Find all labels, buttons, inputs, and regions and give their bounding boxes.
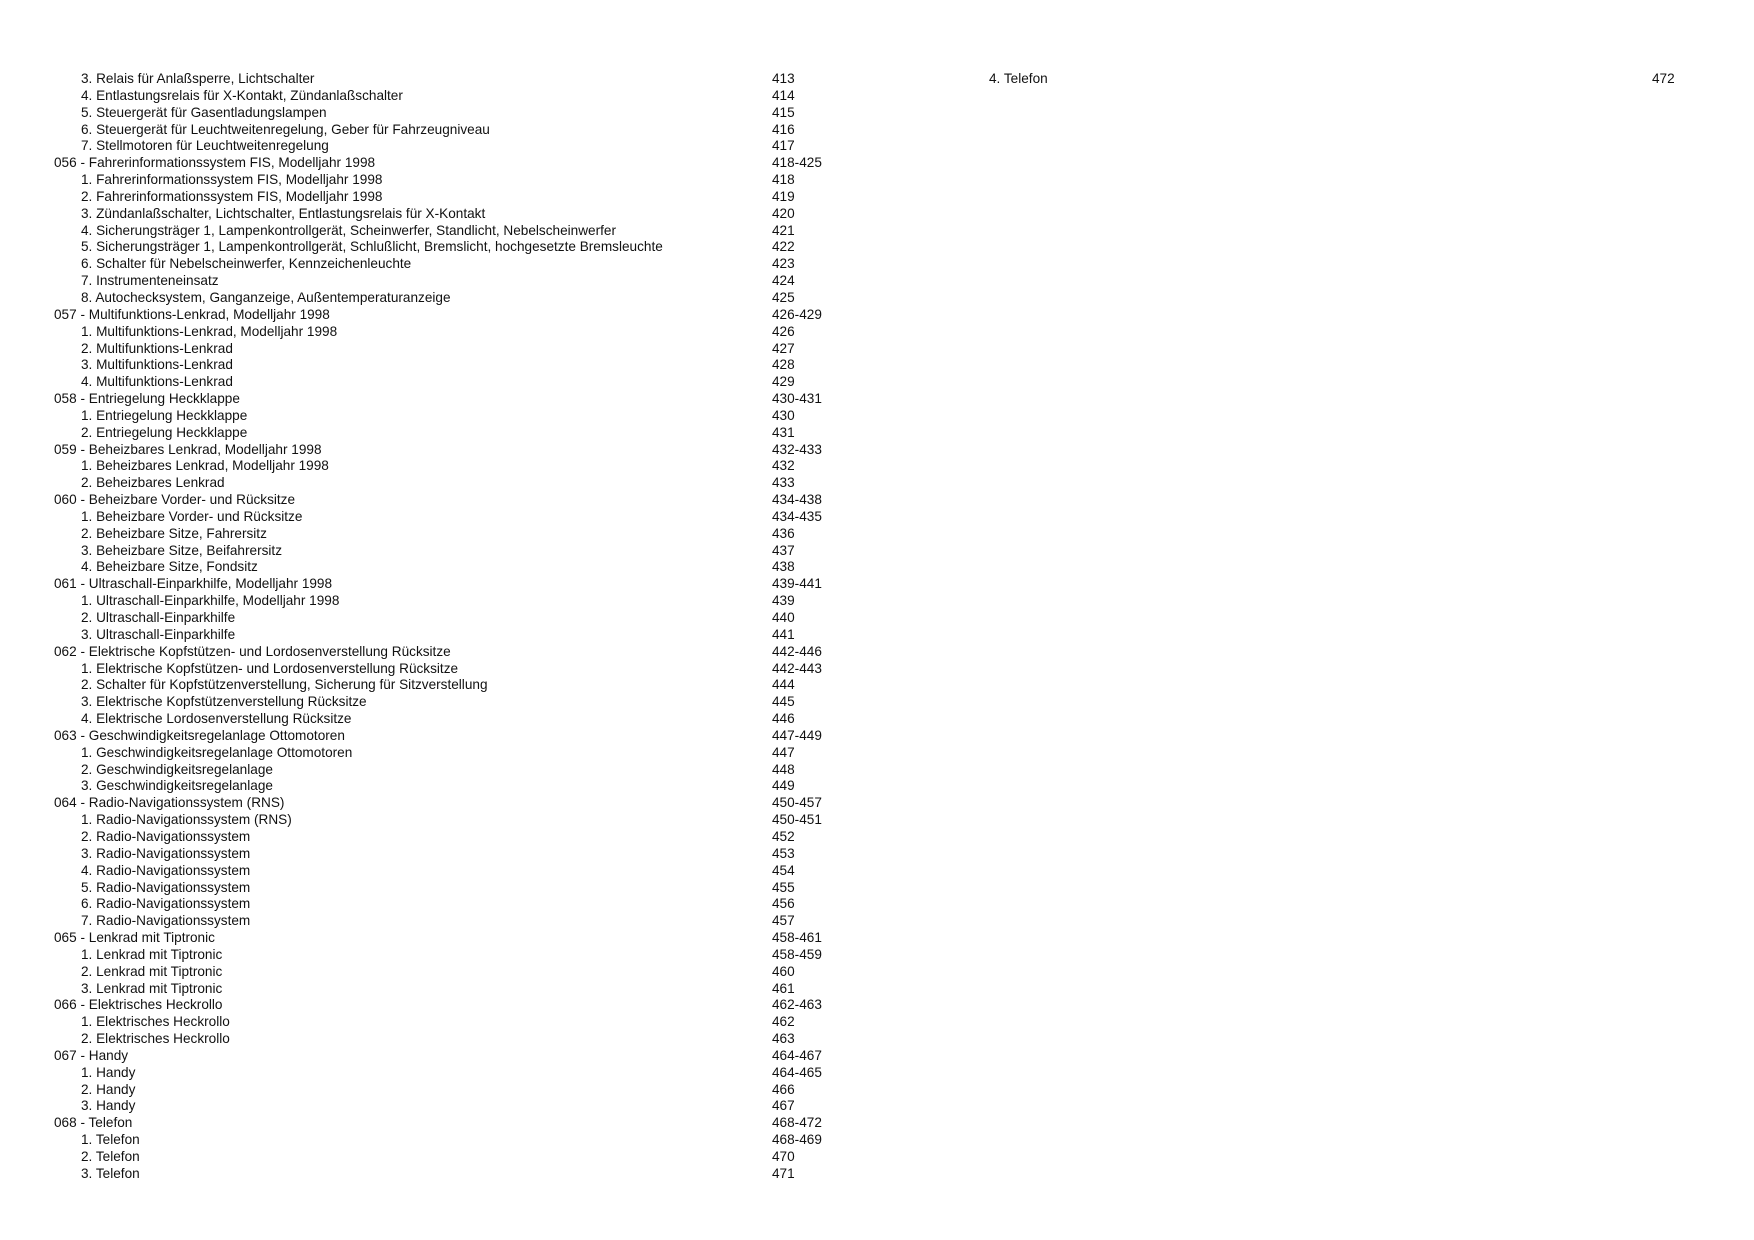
toc-entry[interactable]: [54, 711, 844, 728]
toc-entry[interactable]: [54, 812, 844, 829]
toc-entry-page: 433: [772, 475, 795, 491]
toc-entry-title: 3. Geschwindigkeitsregelanlage: [81, 778, 273, 794]
toc-entry-page: 429: [772, 374, 795, 390]
toc-entry[interactable]: [54, 475, 844, 492]
toc-entry-title: 4. Entlastungsrelais für X-Kontakt, Zündanlaßschalter: [81, 87, 403, 103]
toc-entry-title: 064 - Radio-Navigationssystem (RNS): [54, 795, 285, 811]
toc-entry[interactable]: [54, 1065, 844, 1082]
toc-entry-page: 432: [772, 458, 795, 474]
toc-entry[interactable]: [54, 122, 844, 139]
toc-entry-title: 057 - Multifunktions-Lenkrad, Modelljahr 1998: [54, 306, 330, 322]
toc-entry-page: 440: [772, 610, 795, 625]
toc-section-entry[interactable]: [54, 442, 844, 459]
toc-entry-page: 439: [772, 593, 795, 609]
toc-entry-title: 066 - Elektrisches Heckrollo: [54, 997, 223, 1013]
toc-entry[interactable]: [54, 846, 844, 863]
toc-entry[interactable]: [54, 189, 844, 206]
toc-entry-title: 4. Multifunktions-Lenkrad: [81, 374, 233, 390]
toc-entry-title: 063 - Geschwindigkeitsregelanlage Ottomotoren: [54, 727, 345, 743]
toc-entry-title: 2. Fahrerinformationssystem FIS, Modelljahr 1998: [81, 188, 383, 204]
toc-entry-title: 2. Elektrisches Heckrollo: [81, 1031, 230, 1047]
toc-entry-page: 458-459: [772, 946, 822, 962]
toc-entry-page: 437: [772, 542, 795, 558]
toc-entry-page: 425: [772, 289, 795, 305]
toc-entry-title: 3. Lenkrad mit Tiptronic: [81, 980, 223, 996]
toc-entry[interactable]: [54, 290, 844, 307]
toc-entry[interactable]: [54, 593, 844, 610]
toc-entry-title: 2. Beheizbares Lenkrad: [81, 475, 225, 491]
toc-entry-title: 1. Entriegelung Heckklappe: [81, 407, 248, 423]
toc-entry-page: 432-433: [772, 441, 822, 457]
toc-entry-title: 2. Ultraschall-Einparkhilfe: [81, 610, 236, 625]
toc-entry-title: 5. Steuergerät für Gasentladungslampen: [81, 104, 327, 120]
toc-entry-title: 2. Multifunktions-Lenkrad: [81, 340, 233, 356]
toc-entry[interactable]: [54, 239, 844, 256]
toc-entry[interactable]: [54, 1098, 844, 1115]
toc-entry-page: 426-429: [772, 306, 822, 322]
toc-entry-page: 456: [772, 896, 795, 912]
toc-entry-title: 1. Elektrische Kopfstützen- und Lordosenverstellung Rücksitze: [81, 660, 459, 676]
toc-entry-page: 454: [772, 862, 795, 878]
toc-entry-page: 439-441: [772, 576, 822, 592]
toc-entry-title: 2. Entriegelung Heckklappe: [81, 424, 248, 440]
toc-entry-title: 3. Telefon: [81, 1165, 140, 1181]
toc-entry-title: 7. Radio-Navigationssystem: [81, 913, 251, 929]
toc-entry-title: 4. Beheizbare Sitze, Fondsitz: [81, 559, 258, 575]
toc-entry-page: 442-443: [772, 660, 822, 676]
toc-entry[interactable]: [54, 947, 844, 964]
toc-entry-title: 1. Elektrisches Heckrollo: [81, 1014, 230, 1030]
toc-entry-page: 434-438: [772, 492, 822, 508]
toc-entry-page: 430-431: [772, 391, 822, 407]
toc-entry-page: 438: [772, 559, 795, 575]
toc-left-column: [54, 71, 844, 1183]
toc-entry-title: 6. Steuergerät für Leuchtweitenregelung, Geber für Fahrzeugniveau: [81, 121, 490, 137]
toc-entry[interactable]: [54, 324, 844, 341]
toc-entry-page: 460: [772, 963, 795, 979]
toc-entry-page: 452: [772, 828, 795, 844]
toc-entry-page: 450-457: [772, 795, 822, 811]
toc-entry-page: 434-435: [772, 508, 822, 524]
toc-section-entry[interactable]: [54, 1115, 844, 1132]
toc-entry-page: 414: [772, 87, 795, 103]
toc-entry-page: 424: [772, 273, 795, 289]
toc-entry[interactable]: [54, 509, 844, 526]
toc-entry-title: 3. Handy: [81, 1098, 136, 1114]
toc-entry[interactable]: [54, 627, 844, 644]
toc-entry[interactable]: [54, 964, 844, 981]
toc-entry-page: 441: [772, 626, 795, 642]
toc-entry[interactable]: [54, 1082, 844, 1099]
toc-entry-page: 415: [772, 104, 795, 120]
toc-entry-title: 3. Multifunktions-Lenkrad: [81, 357, 233, 373]
toc-entry-page: 421: [772, 222, 795, 238]
toc-entry[interactable]: [54, 256, 844, 273]
toc-entry-title: 2. Schalter für Kopfstützenverstellung, Sicherung für Sitzverstellung: [81, 677, 488, 693]
toc-entry-title: 6. Radio-Navigationssystem: [81, 896, 251, 912]
toc-entry-title: 2. Lenkrad mit Tiptronic: [81, 963, 223, 979]
toc-entry-page: 453: [772, 845, 795, 861]
toc-entry-page: 462-463: [772, 997, 822, 1013]
toc-entry-title: 3. Zündanlaßschalter, Lichtschalter, Entlastungsrelais für X-Kontakt: [81, 205, 486, 221]
toc-entry-title: 062 - Elektrische Kopfstützen- und Lordosenverstellung Rücksitze: [54, 643, 451, 659]
toc-entry-page: 462: [772, 1014, 795, 1030]
toc-entry-page: 472: [1652, 71, 1675, 86]
toc-entry-title: 2. Handy: [81, 1081, 136, 1097]
toc-entry-title: 4. Sicherungsträger 1, Lampenkontrollgerät, Scheinwerfer, Standlicht, Nebelscheinwerfer: [81, 222, 616, 238]
toc-entry-title: 1. Beheizbares Lenkrad, Modelljahr 1998: [81, 458, 329, 474]
toc-entry[interactable]: [54, 408, 844, 425]
toc-entry[interactable]: [54, 778, 844, 795]
toc-entry-title: 7. Instrumenteneinsatz: [81, 273, 219, 289]
toc-entry-title: 3. Radio-Navigationssystem: [81, 845, 251, 861]
toc-entry[interactable]: [54, 223, 844, 240]
toc-entry-page: 466: [772, 1081, 795, 1097]
toc-entry-title: 068 - Telefon: [54, 1115, 133, 1131]
toc-entry-title: 4. Elektrische Lordosenverstellung Rücksitze: [81, 711, 352, 727]
toc-entry[interactable]: [54, 341, 844, 358]
toc-entry-page: 446: [772, 711, 795, 727]
toc-entry[interactable]: [54, 677, 844, 694]
toc-entry-title: 2. Telefon: [81, 1149, 140, 1164]
toc-entry-page: 461: [772, 980, 795, 996]
toc-section-entry[interactable]: [54, 930, 844, 947]
toc-entry-title: 1. Multifunktions-Lenkrad, Modelljahr 1998: [81, 323, 338, 339]
toc-section-entry[interactable]: [54, 576, 844, 593]
toc-entry-page: 458-461: [772, 930, 822, 946]
toc-entry[interactable]: [54, 829, 844, 846]
toc-entry[interactable]: [54, 863, 844, 880]
toc-entry[interactable]: [54, 425, 844, 442]
toc-entry-page: 413: [772, 71, 795, 86]
toc-entry[interactable]: [54, 1166, 844, 1183]
toc-entry-page: 468-472: [772, 1115, 822, 1131]
toc-entry-page: 417: [772, 138, 795, 154]
toc-entry[interactable]: [54, 610, 844, 627]
toc-entry-title: 1. Geschwindigkeitsregelanlage Ottomotoren: [81, 744, 353, 760]
toc-entry-page: 470: [772, 1149, 795, 1164]
toc-entry[interactable]: [54, 745, 844, 762]
toc-entry-title: 056 - Fahrerinformationssystem FIS, Modelljahr 1998: [54, 155, 376, 171]
toc-entry-page: 444: [772, 677, 795, 693]
toc-entry-page: 447-449: [772, 727, 822, 743]
toc-entry-title: 5. Sicherungsträger 1, Lampenkontrollgerät, Schlußlicht, Bremslicht, hochgesetzte Bremsleuchte: [81, 239, 663, 255]
toc-entry-page: 448: [772, 761, 795, 777]
toc-entry-title: 3. Elektrische Kopfstützenverstellung Rücksitze: [81, 694, 367, 710]
toc-entry-page: 416: [772, 121, 795, 137]
toc-entry-page: 428: [772, 357, 795, 373]
toc-entry[interactable]: [54, 88, 844, 105]
toc-entry-page: 467: [772, 1098, 795, 1114]
toc-entry[interactable]: [54, 357, 844, 374]
toc-entry-page: 436: [772, 525, 795, 541]
toc-entry-title: 1. Radio-Navigationssystem (RNS): [81, 812, 292, 828]
toc-entry-page: 427: [772, 340, 795, 356]
toc-section-entry[interactable]: [54, 492, 844, 509]
toc-entry[interactable]: [54, 661, 844, 678]
toc-entry-title: 1. Ultraschall-Einparkhilfe, Modelljahr 1998: [81, 593, 340, 609]
toc-entry[interactable]: [54, 896, 844, 913]
toc-entry-title: 4. Telefon: [989, 71, 1048, 86]
toc-entry-page: 426: [772, 323, 795, 339]
toc-entry[interactable]: [54, 273, 844, 290]
toc-entry[interactable]: [54, 1031, 844, 1048]
toc-entry-title: 7. Stellmotoren für Leuchtweitenregelung: [81, 138, 329, 154]
toc-entry-page: 442-446: [772, 643, 822, 659]
toc-entry[interactable]: [54, 172, 844, 189]
toc-entry[interactable]: [54, 71, 844, 88]
toc-entry-page: 423: [772, 256, 795, 272]
toc-right-column: [962, 71, 1682, 88]
toc-entry-title: 4. Radio-Navigationssystem: [81, 862, 251, 878]
toc-entry[interactable]: [54, 559, 844, 576]
toc-entry-page: 418-425: [772, 155, 822, 171]
toc-entry[interactable]: [54, 694, 844, 711]
toc-section-entry[interactable]: [54, 644, 844, 661]
toc-entry-title: 1. Handy: [81, 1064, 136, 1080]
toc-entry-title: 8. Autochecksystem, Ganganzeige, Außentemperaturanzeige: [81, 289, 451, 305]
toc-entry-page: 455: [772, 879, 795, 895]
toc-section-entry[interactable]: [54, 795, 844, 812]
toc-section-entry[interactable]: [54, 155, 844, 172]
toc-entry[interactable]: [54, 880, 844, 897]
toc-entry-title: 061 - Ultraschall-Einparkhilfe, Modelljahr 1998: [54, 576, 333, 592]
toc-entry-page: 431: [772, 424, 795, 440]
toc-entry-page: 430: [772, 407, 795, 423]
toc-entry-title: 1. Beheizbare Vorder- und Rücksitze: [81, 508, 303, 524]
toc-entry-page: 419: [772, 188, 795, 204]
toc-entry[interactable]: [54, 762, 844, 779]
toc-entry-title: 067 - Handy: [54, 1047, 129, 1063]
toc-entry[interactable]: [54, 913, 844, 930]
toc-entry-page: 468-469: [772, 1132, 822, 1148]
toc-entry-page: 457: [772, 913, 795, 929]
toc-section-entry[interactable]: [54, 307, 844, 324]
toc-entry[interactable]: [54, 1149, 844, 1166]
toc-entry-page: 471: [772, 1165, 795, 1181]
toc-entry-title: 3. Relais für Anlaßsperre, Lichtschalter: [81, 71, 315, 86]
toc-entry-title: 2. Geschwindigkeitsregelanlage: [81, 761, 273, 777]
toc-section-entry[interactable]: [54, 728, 844, 745]
toc-entry-page: 464-465: [772, 1064, 822, 1080]
toc-entry-page: 445: [772, 694, 795, 710]
toc-entry[interactable]: [962, 71, 1682, 88]
toc-entry-page: 420: [772, 205, 795, 221]
toc-entry-page: 450-451: [772, 812, 822, 828]
toc-entry[interactable]: [54, 543, 844, 560]
toc-entry-page: 447: [772, 744, 795, 760]
toc-entry-title: 1. Fahrerinformationssystem FIS, Modelljahr 1998: [81, 172, 383, 188]
toc-entry[interactable]: [54, 1132, 844, 1149]
toc-entry[interactable]: [54, 138, 844, 155]
toc-entry-title: 2. Beheizbare Sitze, Fahrersitz: [81, 525, 267, 541]
toc-entry[interactable]: [54, 1014, 844, 1031]
toc-entry[interactable]: [54, 374, 844, 391]
toc-entry-title: 3. Beheizbare Sitze, Beifahrersitz: [81, 542, 282, 558]
toc-entry-title: 1. Telefon: [81, 1132, 140, 1148]
toc-entry[interactable]: [54, 981, 844, 998]
toc-entry-page: 449: [772, 778, 795, 794]
toc-entry-title: 2. Radio-Navigationssystem: [81, 828, 251, 844]
toc-entry-page: 464-467: [772, 1047, 822, 1063]
toc-entry[interactable]: [54, 105, 844, 122]
toc-section-entry[interactable]: [54, 1048, 844, 1065]
toc-entry-title: 058 - Entriegelung Heckklappe: [54, 391, 240, 407]
toc-entry[interactable]: [54, 458, 844, 475]
toc-entry-title: 5. Radio-Navigationssystem: [81, 879, 251, 895]
toc-entry-page: 463: [772, 1031, 795, 1047]
toc-entry-title: 060 - Beheizbare Vorder- und Rücksitze: [54, 492, 296, 508]
toc-entry-page: 422: [772, 239, 795, 255]
toc-entry-title: 059 - Beheizbares Lenkrad, Modelljahr 1998: [54, 441, 322, 457]
toc-entry-title: 3. Ultraschall-Einparkhilfe: [81, 626, 236, 642]
toc-entry-page: 418: [772, 172, 795, 188]
toc-entry-title: 6. Schalter für Nebelscheinwerfer, Kennzeichenleuchte: [81, 256, 412, 272]
toc-section-entry[interactable]: [54, 391, 844, 408]
toc-entry-title: 065 - Lenkrad mit Tiptronic: [54, 930, 215, 946]
toc-section-entry[interactable]: [54, 997, 844, 1014]
toc-entry[interactable]: [54, 526, 844, 543]
toc-entry[interactable]: [54, 206, 844, 223]
toc-entry-title: 1. Lenkrad mit Tiptronic: [81, 946, 223, 962]
